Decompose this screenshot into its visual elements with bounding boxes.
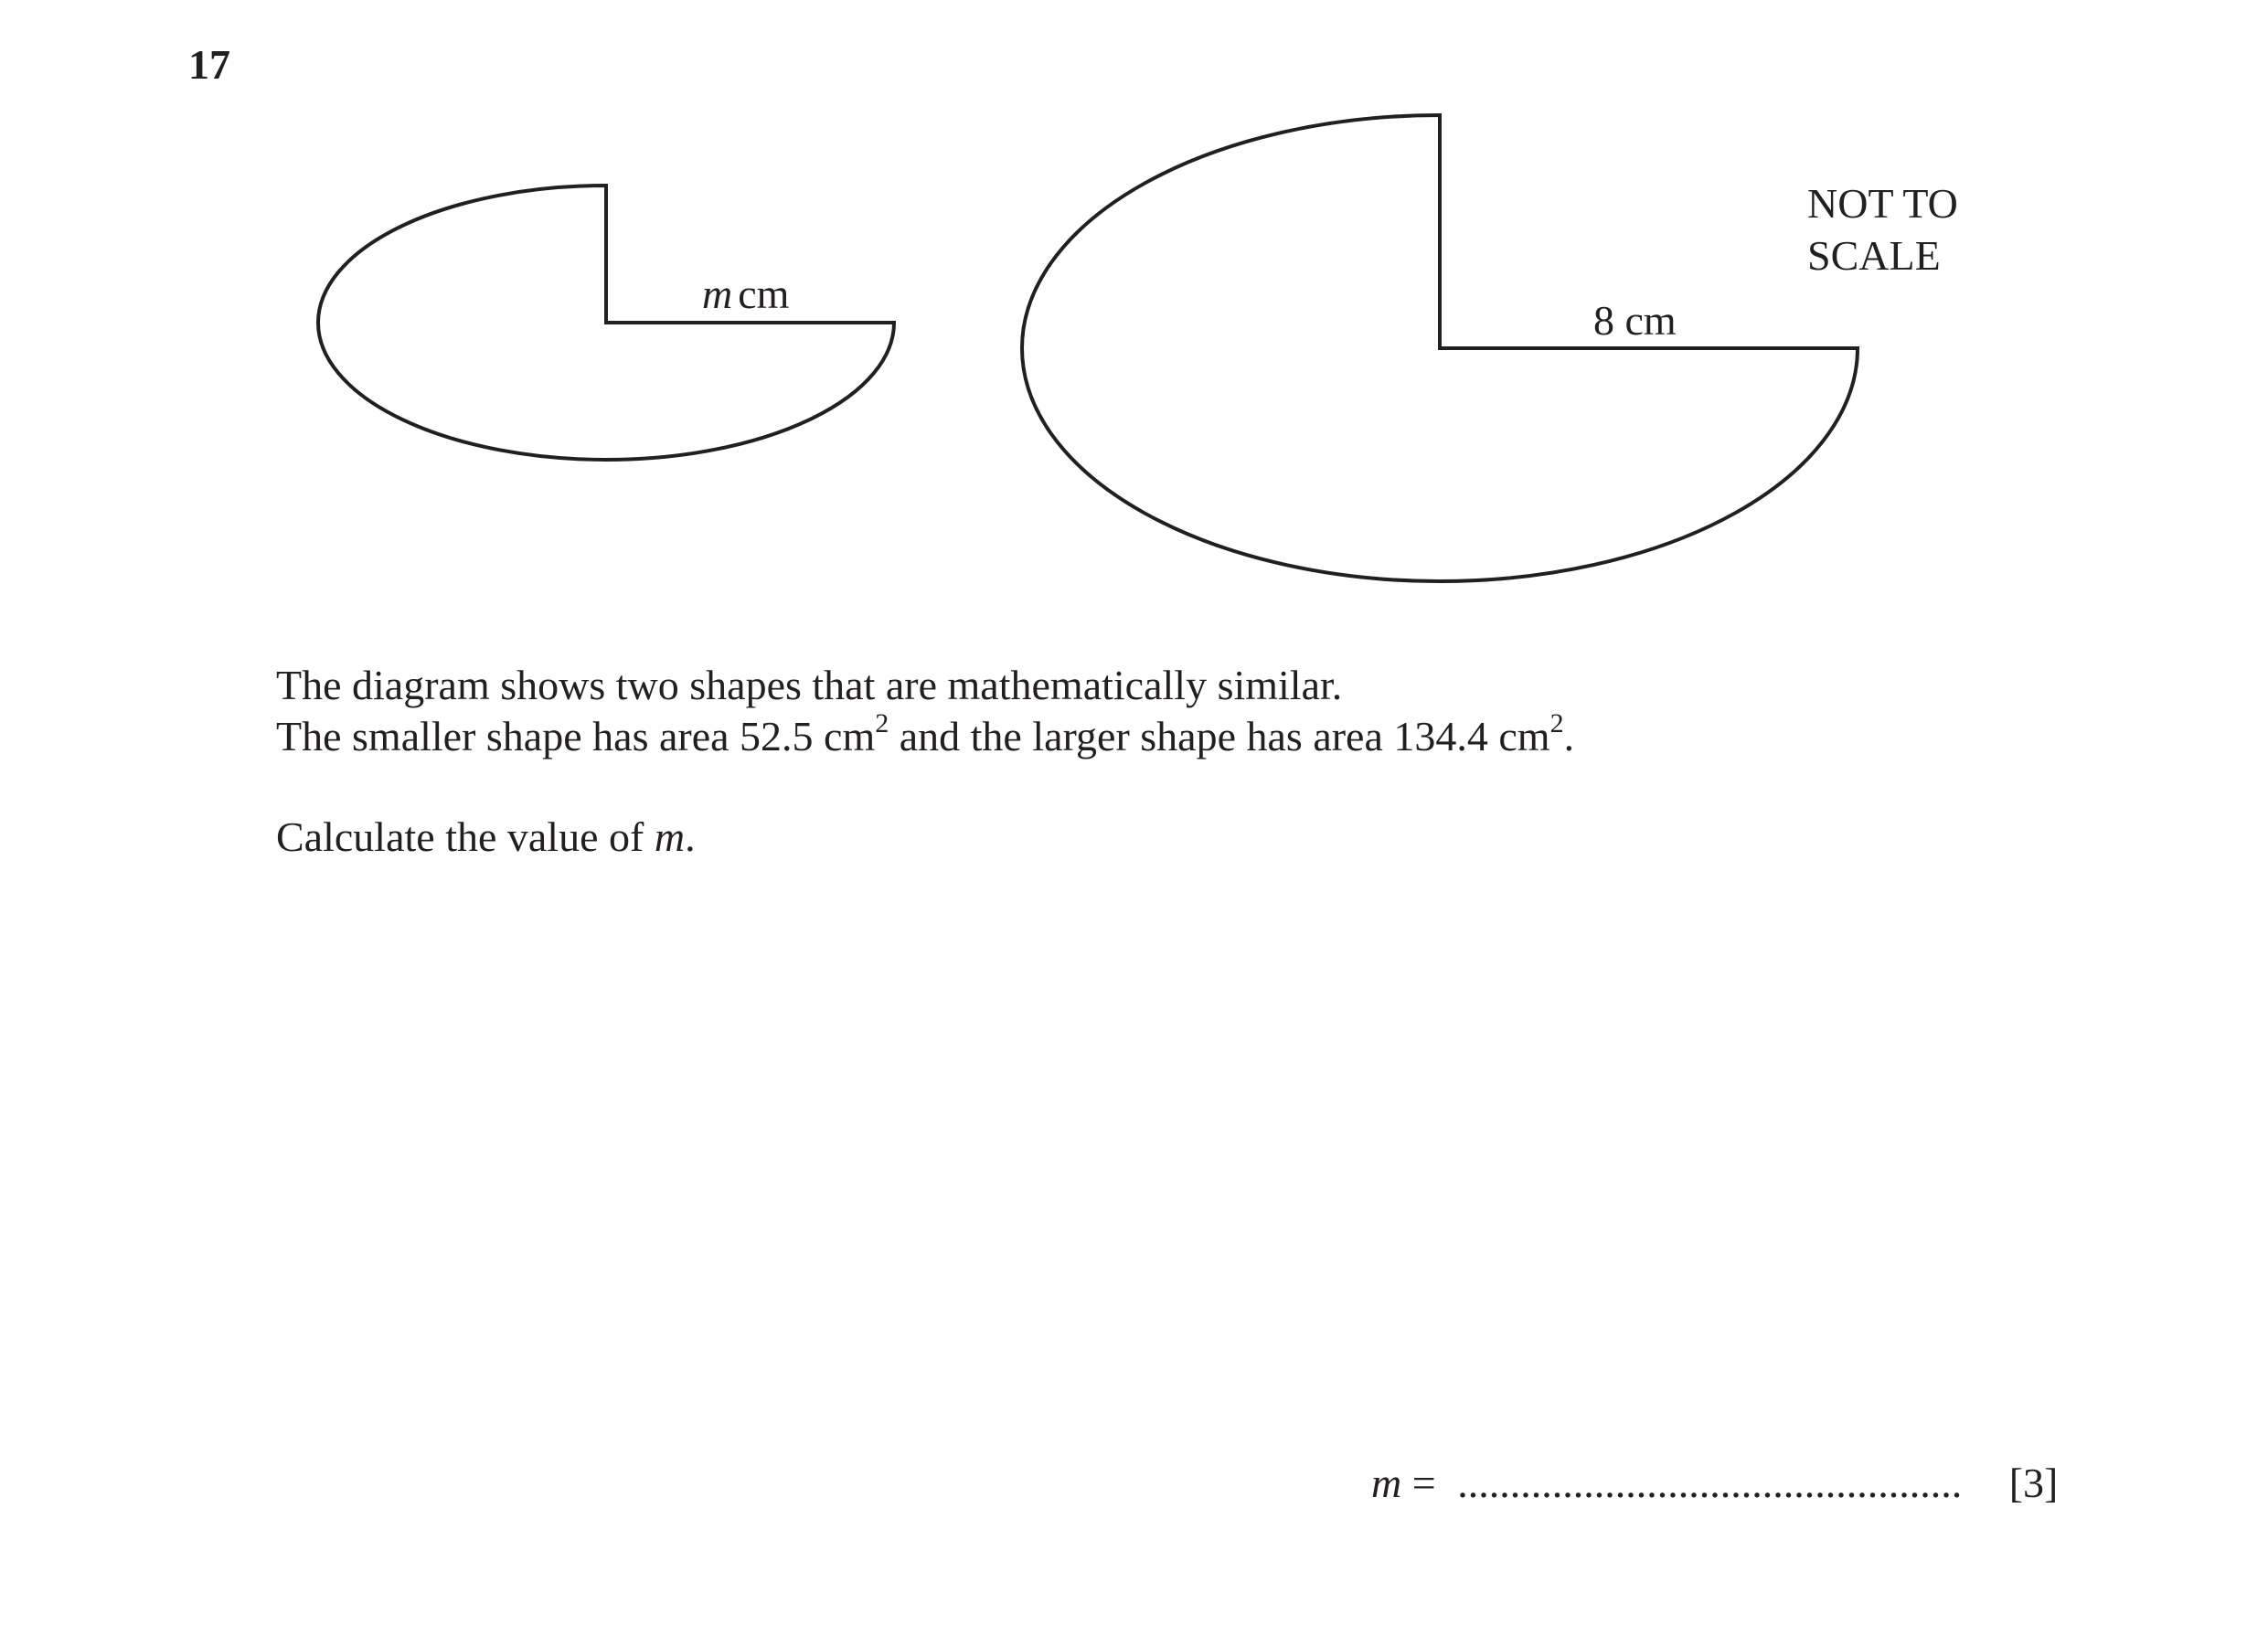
answer-equals: =: [1411, 1460, 1436, 1506]
superscript-2: 2: [1549, 708, 1564, 738]
question-number: 17: [188, 41, 230, 88]
large-shape-label: 8 cm: [1593, 297, 1677, 344]
marks-label: [3]: [2008, 1460, 2059, 1506]
question-line-2: [276, 708, 1575, 762]
answer-field[interactable]: ................................................: [1457, 1460, 1963, 1506]
small-shape: [318, 186, 894, 460]
similar-shapes-diagram: [0, 0, 2268, 640]
full-stop: .: [685, 813, 696, 860]
area-small-text: The smaller shape has area 52.5 cm: [276, 713, 876, 759]
instruction-variable: m: [654, 813, 686, 860]
question-text: [276, 660, 1574, 863]
large-shape: [1022, 115, 1858, 581]
answer-line: [1371, 1458, 2058, 1509]
answer-variable: m: [1371, 1460, 1402, 1506]
full-stop: .: [1563, 713, 1575, 759]
not-to-scale-line1: NOT TO: [1807, 180, 1958, 227]
small-shape-label-unit: cm: [738, 271, 790, 317]
superscript-2: 2: [875, 708, 889, 738]
small-shape-label: [702, 271, 790, 317]
instruction-text: Calculate the value of: [276, 813, 655, 860]
area-large-text: and the larger shape has area 134.4 cm: [889, 713, 1550, 759]
not-to-scale-line2: SCALE: [1807, 232, 1941, 279]
small-shape-label-var: m: [702, 271, 733, 317]
question-line-1: The diagram shows two shapes that are mathematically similar.: [276, 662, 1343, 708]
question-instruction: [276, 812, 1574, 863]
